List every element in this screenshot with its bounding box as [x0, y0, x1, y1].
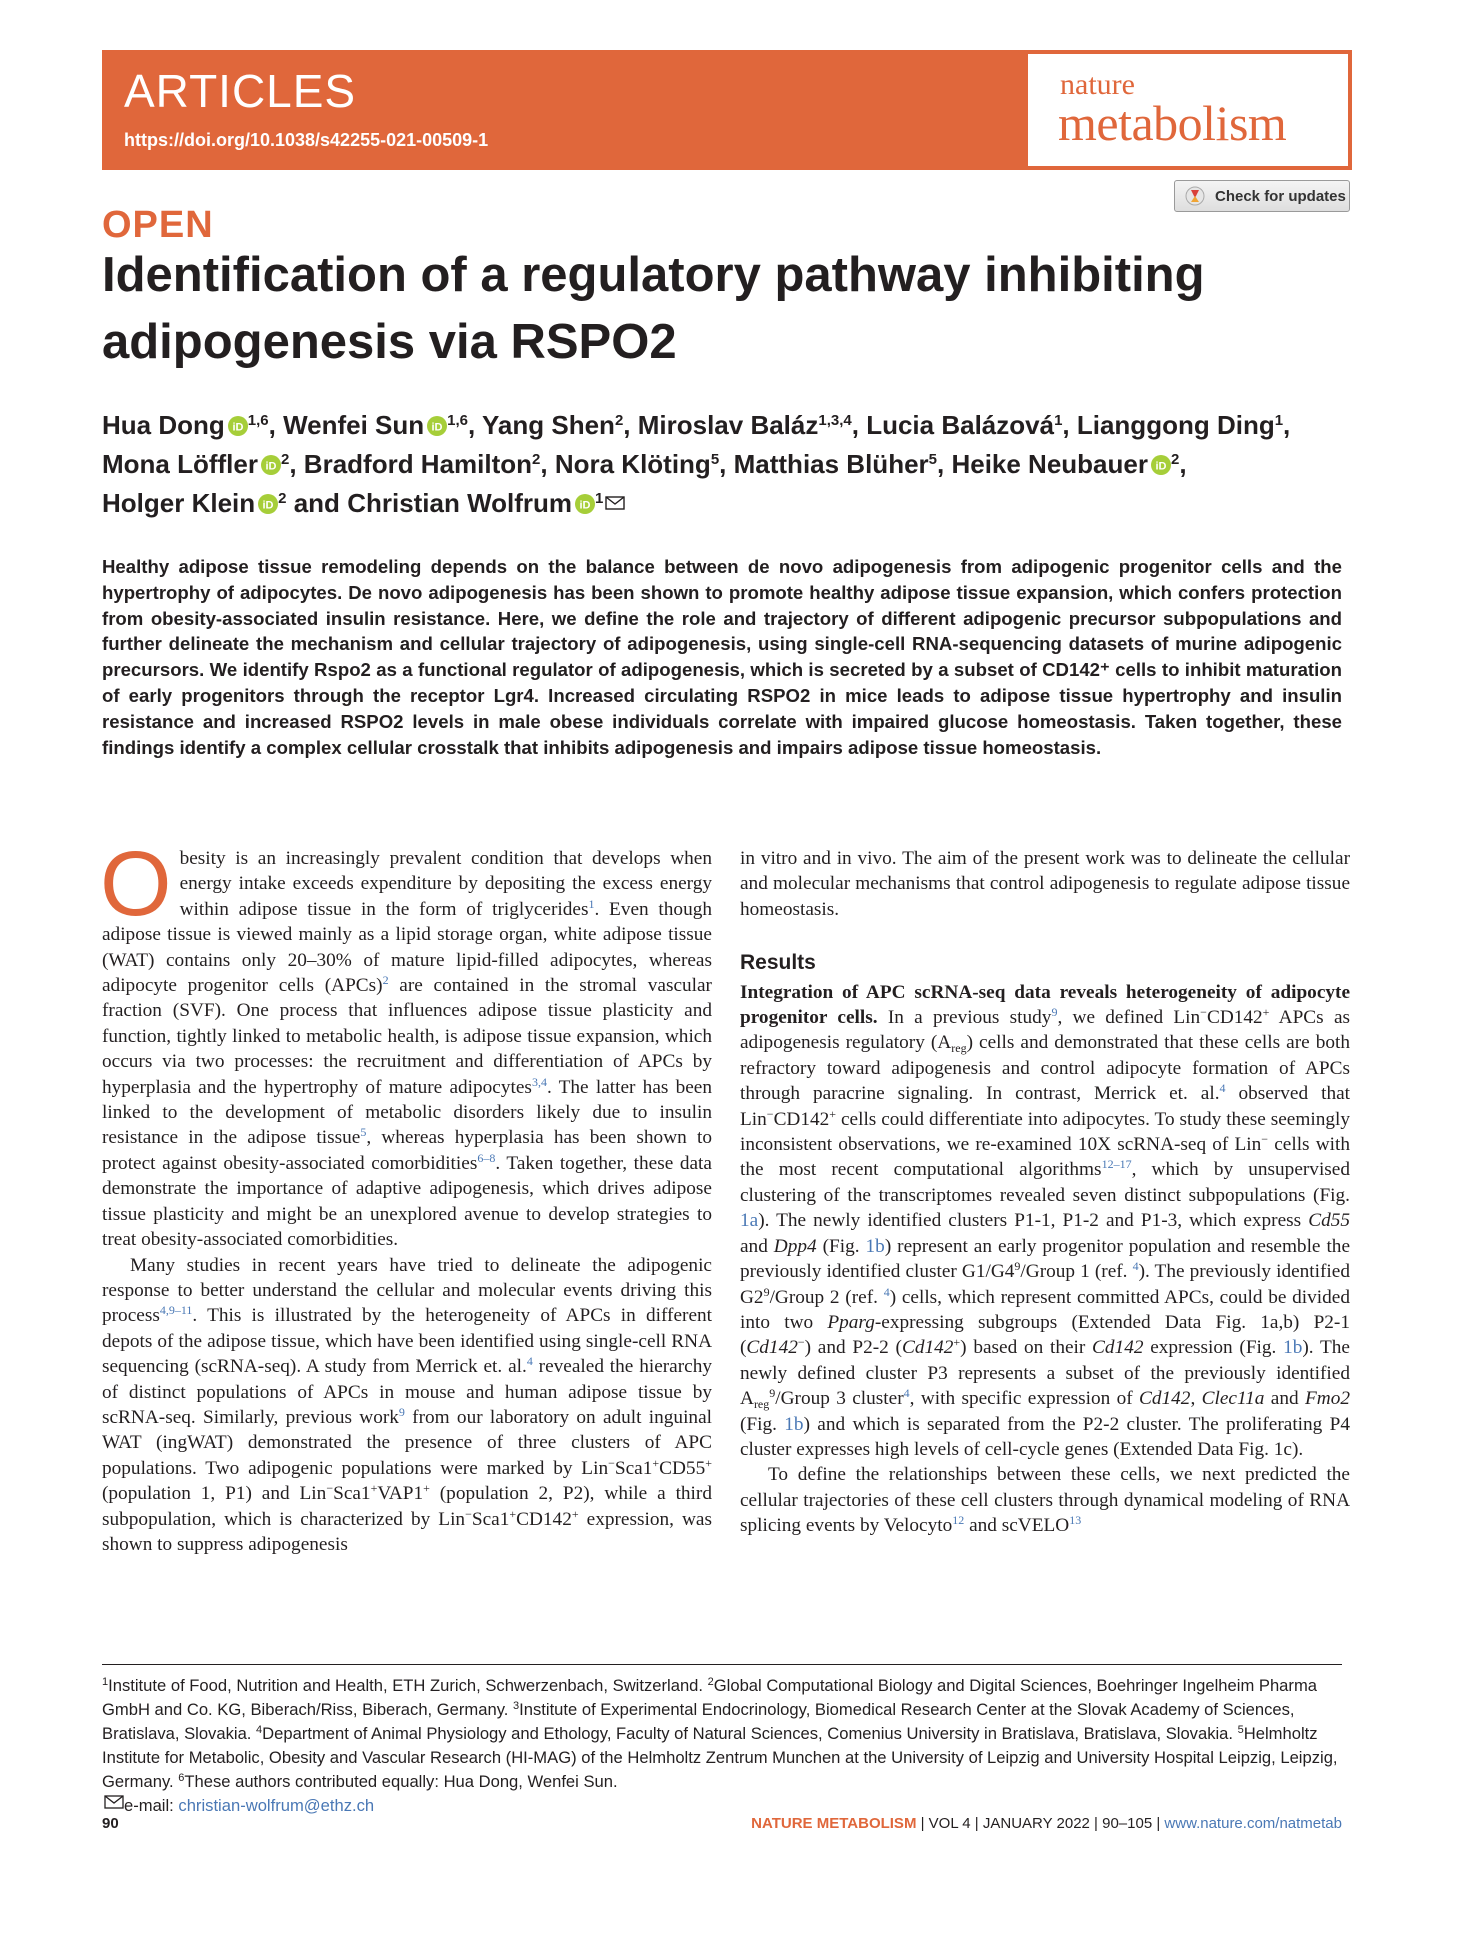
intro-paragraph-1	[100, 833, 713, 1253]
author-affiliation: 2	[281, 451, 290, 468]
svg-text:iD: iD	[431, 421, 443, 434]
citation-ref[interactable]: 9	[1051, 1005, 1058, 1020]
footnote-divider	[102, 1664, 1342, 1665]
intro-paragraph-1-text: besity is an increasingly prevalent condition that develops when energy intake exceeds expenditure by depositing the excess energy within adipose tissue in the form of triglycerides$^1$. Even though adipose tissue is viewed mainly as a lipid storage organ, white adipose tissue (WAT) contains only 20–30% of mature lipid-filled adipocytes, whereas adipocyte progenitor cells (APCs)$^2$ are contained in the stromal vascular fraction (SVF). One process that influences adipose tissue plasticity and function, tightly linked to metabolic health, is adipose tissue expansion, which occurs via two processes: the recruitment and differentiation of APCs by hyperplasia and the hypertrophy of mature adipocytes$^{3,4}$. The latter has been linked to the development of metabolic disorders likely due to insulin resistance in the adipose tissue$^5$, whereas hyperplasia has been shown to protect against obesity-associated comorbidities$^{6-8}$. Taken together, these data demonstrate the importance of adaptive adipogenesis, which drives adipose tissue plasticity and might be an unexplored avenue to develop strategies to treat obesity-associated comorbidities.	[102, 848, 713, 1251]
superscript: +	[571, 1506, 579, 1521]
superscript: −	[1200, 1005, 1207, 1020]
journal-logo-nature: nature	[1060, 68, 1135, 101]
doi-link[interactable]: https://doi.org/10.1038/s42255-021-00509-1	[124, 130, 489, 150]
author-affiliation: 2	[614, 412, 624, 429]
drop-cap: O	[100, 833, 172, 935]
orcid-icon[interactable]	[258, 486, 278, 512]
svg-text:iD: iD	[262, 499, 274, 512]
superscript: +	[953, 1335, 961, 1350]
author-name[interactable]: Lianggong Ding$^1$	[1076, 410, 1284, 440]
body-column-right	[740, 846, 1350, 1539]
author-affiliation: 1,6	[247, 412, 269, 429]
footer-citation	[751, 1815, 1342, 1832]
check-for-updates-label: Check for updates	[1215, 187, 1346, 205]
header-banner	[102, 50, 1352, 170]
superscript: −	[608, 1455, 615, 1470]
author-name[interactable]: Bradford Hamilton$^2$	[303, 449, 541, 479]
author-affiliation: 5	[928, 451, 937, 468]
footer-journal-name: NATURE METABOLISM	[751, 1815, 917, 1832]
superscript: 9	[1014, 1259, 1021, 1274]
orcid-icon[interactable]	[575, 486, 595, 512]
author-name[interactable]: Lucia Balázová$^1$	[866, 410, 1063, 440]
citation-ref[interactable]: 4	[526, 1354, 533, 1369]
author-affiliation: 1	[1274, 412, 1284, 429]
journal-logo-metabolism: metabolism	[1058, 95, 1287, 151]
results-subheading: Integration of APC scRNA-seq data reveals heterogeneity of adipocyte progenitor cells.	[740, 981, 1350, 1029]
gene-name: Clec11a	[1201, 1388, 1265, 1410]
email-label: e-mail:	[124, 1796, 179, 1815]
figure-link[interactable]: 1b	[865, 1235, 885, 1257]
superscript: +	[1262, 1005, 1270, 1020]
article-type-label: ARTICLES	[124, 65, 357, 117]
affiliation-number: 2	[707, 1676, 714, 1688]
author-name[interactable]: Holger Klein iD $^2$	[102, 488, 287, 518]
superscript: −	[1261, 1132, 1269, 1147]
affiliation-number: 3	[513, 1700, 520, 1712]
author-affiliation: 1	[595, 490, 604, 507]
superscript: +	[652, 1455, 660, 1470]
gene-name: Cd142	[901, 1337, 954, 1359]
author-affiliation: 1	[1054, 412, 1063, 429]
open-access-label: OPEN	[102, 204, 214, 246]
affiliation-number: 5	[1237, 1724, 1244, 1736]
citation-ref[interactable]: 12	[952, 1513, 965, 1528]
author-name[interactable]: Wenfei Sun iD $^{1,6}$	[283, 410, 469, 440]
citation-ref[interactable]: 4	[1219, 1081, 1226, 1096]
superscript: +	[829, 1106, 837, 1121]
citation-ref[interactable]: 5	[360, 1125, 367, 1140]
superscript: +	[423, 1481, 430, 1496]
svg-text:iD: iD	[579, 499, 591, 512]
orcid-icon[interactable]	[1151, 447, 1171, 473]
citation-ref[interactable]: 1	[588, 896, 595, 911]
subscript: reg	[753, 1397, 770, 1412]
intro-paragraph-3: in vitro and in vivo. The aim of the present work was to delineate the cellular and molecular mechanisms that control adipogenesis to regulate adipose tissue homeostasis.	[740, 848, 1350, 920]
superscript: −	[465, 1506, 472, 1521]
author-affiliation: 1,6	[447, 412, 469, 429]
gene-name: Dpp4	[773, 1235, 817, 1257]
journal-logo[interactable]	[1028, 54, 1348, 166]
author-affiliation: 1,3,4	[818, 412, 852, 429]
superscript: 9	[769, 1386, 776, 1401]
gene-name: Fmo2	[1305, 1388, 1350, 1410]
figure-link[interactable]: 1b	[1283, 1337, 1303, 1359]
crossmark-icon	[1185, 186, 1205, 206]
orcid-icon[interactable]	[427, 408, 447, 434]
citation-ref[interactable]: 4	[903, 1386, 910, 1401]
superscript: −	[326, 1481, 334, 1496]
author-name[interactable]: Heike Neubauer iD $^2$	[951, 449, 1180, 479]
svg-text:iD: iD	[1155, 460, 1167, 473]
superscript: −	[766, 1106, 774, 1121]
author-list: Hua Dong iD $^{1,6}$, Wenfei Sun iD $^{1,6}$, Yang Shen$^2$, Miroslav Baláz$^{1,3,4}$, Lucia Balázová$^1$, Lianggong Ding$^1$, Mona Löffler iD $^2$, Bradford Hamilton$^2$, Nora Klöting$^5$, Matthias Blüher$^5$, Heike Neubauer iD $^2$, Holger Klein iD $^2$ and Christian Wolfrum iD $^1$	[102, 410, 1291, 518]
figure-link[interactable]: 1a	[740, 1210, 759, 1232]
citation-ref[interactable]: 13	[1069, 1513, 1082, 1528]
body-column-left	[100, 833, 713, 1557]
results-paragraph-1	[740, 980, 1350, 1463]
author-affiliation: 5	[710, 451, 720, 468]
results-paragraph-2: To define the relationships between these cells, we next predicted the cellular trajectories of these cell clusters through dynamical modeling of RNA splicing events by Velocyto$^{12}$ and scVELO$^{13}$	[740, 1464, 1350, 1537]
gene-name: Cd142	[1092, 1337, 1144, 1359]
superscript: 9	[763, 1284, 770, 1299]
results-heading: Results	[740, 951, 816, 975]
affiliation-number: 6	[178, 1772, 185, 1784]
svg-text:iD: iD	[232, 421, 244, 434]
subscript: reg	[951, 1041, 967, 1056]
superscript: +	[509, 1506, 517, 1521]
affiliation-number: 4	[256, 1724, 263, 1736]
citation-ref[interactable]: 12–17	[1101, 1157, 1132, 1172]
superscript: +	[705, 1455, 712, 1470]
results-paragraph-1-text: In a previous study$^9$, we defined Lin−CD142+ APCs as adipogenesis regulatory $(A_{reg})$ cells and demonstrated that these cells are both refractory toward adipogenesis and control adipocyte formation of APCs through paracrine signaling. In contrast, Merrick et. al.$^4$ observed that Lin−CD142+ cells could differentiate into adipocytes. To study these seemingly inconsistent observations, we re-examined 10X scRNA-seq of Lin− cells with the most recent computational algorithms$^{12-17}$, which by unsupervised clustering of the transcriptomes revealed seven distinct subpopulations (Fig. 1a). The newly identified clusters P1-1, P1-2 and P1-3, which express Cd55 and Dpp4 (Fig. 1b) represent an early progenitor population and resemble the previously identified cluster $G1/G4^9$/Group 1 (ref. $^4$). The previously identified $G2^9$/Group 2 (ref. $^4$) cells, which represent committed APCs, could be divided into two Pparg-expressing subgroups (Extended Data Fig. 1a,b) P2-1 (Cd142−) and P2-2 (Cd142+) based on their Cd142 expression (Fig. 1b). The newly defined cluster P3 represents a subset of the previously identified $A_{reg}^9$/Group 3 cluster$^4$, with specific expression of Cd142, Clec11a and Fmo2 (Fig. 1b) and which is separated from the P2-2 cluster. The proliferating P4 cluster expresses high levels of cell-cycle genes (Extended Data Fig. 1c).	[740, 1005, 1351, 1460]
author-affiliation: 2	[532, 451, 541, 468]
superscript: −	[797, 1335, 805, 1350]
affiliations-text: $^1$Institute of Food, Nutrition and Health, ETH Zurich, Schwerzenbach, Switzerland. $^2$Global Computational Biology and Digital Sciences, Boehringer Ingelheim Pharma GmbH and Co. KG, Biberach/Riss, Biberach, Germany. $^3$Institute of Experimental Endocrinology, Biomedical Research Center at the Slovak Academy of Sciences, Bratislava, Slovakia. $^4$Department of Animal Physiology and Ethology, Faculty of Natural Sciences, Comenius University in Bratislava, Bratislava, Slovakia. $^5$Helmholtz Institute for Metabolic, Obesity and Vascular Research (HI-MAG) of the Helmholtz Zentrum Munchen at the University of Leipzig and University Hospital Leipzig, Leipzig, Germany. $^6$These authors contributed equally: Hua Dong, Wenfei Sun.	[102, 1676, 1338, 1791]
corresponding-author-envelope-icon[interactable]	[605, 496, 625, 510]
footer-volume-info: | VOL 4 | JANUARY 2022 | 90–105 |	[916, 1815, 1165, 1832]
gene-name: Pparg	[827, 1311, 875, 1333]
intro-paragraph-2: Many studies in recent years have tried to delineate the adipogenic response to better understand the cellular and molecular events driving this process$^{4,9-11}$. This is illustrated by the heterogeneity of APCs in different depots of the adipose tissue, which have been identified using single-cell RNA sequencing (scRNA-seq). A study from Merrick et. al.$^4$ revealed the hierarchy of distinct populations of APCs in mouse and human adipose tissue by scRNA-seq. Similarly, previous work$^9$ from our laboratory on adult inguinal WAT (ingWAT) demonstrated the presence of three clusters of APC populations. Two adipogenic populations were marked by Lin−Sca1+CD55+ (population 1, P1) and Lin−Sca1+VAP1+ (population 2, P2), while a third subpopulation, which is characterized by Lin−Sca1+CD142+ expression, was shown to suppress adipogenesis	[102, 1254, 712, 1555]
author-name[interactable]: Christian Wolfrum iD $^1$	[347, 488, 625, 518]
citation-ref[interactable]: 4	[883, 1284, 890, 1299]
citation-ref[interactable]: 2	[382, 973, 389, 988]
author-affiliation: 2	[1170, 451, 1180, 468]
superscript: +	[370, 1481, 378, 1496]
check-for-updates-button[interactable]	[1174, 180, 1350, 212]
figure-link[interactable]: 1b	[784, 1413, 804, 1435]
orcid-icon[interactable]	[261, 447, 281, 473]
gene-name: Cd142	[746, 1337, 798, 1359]
page-number: 90	[102, 1815, 119, 1832]
article-title: Identification of a regulatory pathway inhibiting adipogenesis via RSPO2	[102, 248, 1205, 369]
author-name[interactable]: Matthias Blüher$^5$	[733, 449, 937, 479]
author-name[interactable]: Nora Klöting$^5$	[554, 449, 720, 479]
citation-ref[interactable]: 4,9–11	[159, 1303, 193, 1318]
envelope-icon	[104, 1795, 124, 1809]
citation-ref[interactable]: 6–8	[477, 1150, 496, 1165]
authors-and: and	[293, 488, 340, 518]
gene-name: Cd55	[1308, 1210, 1350, 1232]
citation-ref[interactable]: 4	[1132, 1259, 1139, 1274]
affiliation-number: 1	[102, 1676, 109, 1688]
corresponding-email-link[interactable]: christian-wolfrum@ethz.ch	[178, 1796, 375, 1815]
author-name[interactable]: Hua Dong iD $^{1,6}$	[102, 410, 269, 440]
author-name[interactable]: Miroslav Baláz$^{1,3,4}$	[637, 410, 852, 440]
author-name[interactable]: Mona Löffler iD $^2$	[102, 449, 290, 479]
affiliations	[102, 1674, 1342, 1818]
orcid-icon[interactable]	[228, 408, 248, 434]
gene-name: Cd142	[1139, 1388, 1191, 1410]
abstract: Healthy adipose tissue remodeling depends on the balance between de novo adipogenesis from adipogenic progenitor cells and the hypertrophy of adipocytes. De novo adipogenesis has been shown to promote healthy adipose tissue expansion, which confers protection from obesity-associated insulin resistance. Here, we define the role and trajectory of different adipogenic precursor subpopulations and further delineate the mechanism and cellular trajectory of adipogenesis, using single-cell RNA-sequencing datasets of murine adipogenic precursors. We identify Rspo2 as a functional regulator of adipogenesis, which is secreted by a subset of CD142⁺ cells to inhibit maturation of early progenitors through the receptor Lgr4. Increased circulating RSPO2 in mice leads to adipose tissue hypertrophy and insulin resistance and increased RSPO2 levels in male obese individuals correlate with impaired glucose homeostasis. Taken together, these findings identify a complex cellular crosstalk that inhibits adipogenesis and impairs adipose tissue homeostasis.	[102, 556, 1342, 758]
author-affiliation: 2	[278, 490, 287, 507]
svg-text:iD: iD	[265, 460, 277, 473]
footer-journal-url[interactable]: www.nature.com/natmetab	[1164, 1815, 1342, 1832]
citation-ref[interactable]: 3,4	[531, 1074, 547, 1089]
author-name[interactable]: Yang Shen$^2$	[482, 410, 624, 440]
citation-ref[interactable]: 9	[398, 1404, 405, 1419]
